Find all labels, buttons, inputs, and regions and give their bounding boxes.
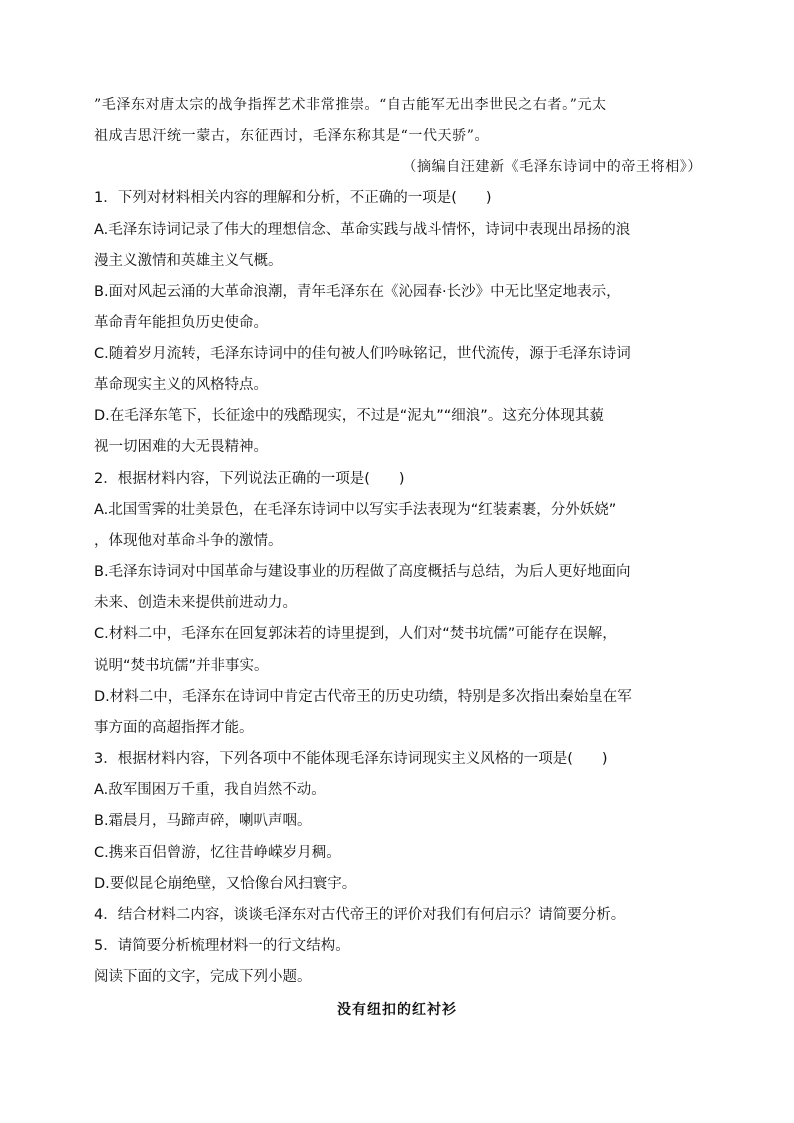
passage-line-1: ”毛泽东对唐太宗的战争指挥艺术非常推崇。“自古能军无出李世民之右者。”元太	[94, 97, 607, 113]
question-1-option-b-line-1: B.面对风起云涌的大革命浪潮，青年毛泽东在《沁园春·长沙》中无比坚定地表示，	[94, 284, 621, 300]
question-1-option-a-line-1: A.毛泽东诗词记录了伟大的理想信念、革命实践与战斗情怀，诗词中表现出昂扬的浪	[94, 222, 631, 238]
question-2-option-a-line-2: ，体现他对革命斗争的激情。	[94, 533, 283, 549]
question-1-option-a-line-2: 漫主义激情和英雄主义气概。	[94, 253, 283, 269]
question-1-option-c-line-2: 革命现实主义的风格特点。	[94, 377, 268, 393]
question-3-option-c: C.携来百侣曾游，忆往昔峥嵘岁月稠。	[94, 845, 341, 861]
question-5-stem: 5．请简要分析梳理材料一的行文结构。	[94, 938, 350, 954]
question-3-option-a: A.敌军围困万千重，我自岿然不动。	[94, 782, 326, 798]
question-1-option-c-line-1: C.随着岁月流转，毛泽东诗词中的佳句被人们吟咏铭记，世代流传，源于毛泽东诗词	[94, 346, 631, 362]
reading-instruction: 阅读下面的文字，完成下列小题。	[94, 969, 312, 985]
question-2-option-a-line-1: A.北国雪霁的壮美景色，在毛泽东诗词中以写实手法表现为“红装素裹，分外妖娆”	[94, 502, 617, 518]
question-3-option-d: D.要似昆仑崩绝壁，又恰像台风扫寰宇。	[94, 876, 357, 892]
question-2-option-b-line-2: 未来、创造未来提供前进动力。	[94, 595, 297, 611]
passage-line-2: 祖成吉思汗统一蒙古，东征西讨，毛泽东称其是“一代天骄”。	[94, 128, 490, 144]
question-3-stem: 3．根据材料内容，下列各项中不能体现毛泽东诗词现实主义风格的一项是( )	[94, 751, 608, 767]
question-2-option-c-line-1: C.材料二中，毛泽东在回复郭沫若的诗里提到，人们对“焚书坑儒”可能存在误解，	[94, 626, 617, 642]
question-1-option-b-line-2: 革命青年能担负历史使命。	[94, 315, 268, 331]
question-2-option-c-line-2: 说明“焚书坑儒”并非事实。	[94, 658, 269, 674]
question-1-option-d-line-2: 视一切困难的大无畏精神。	[94, 439, 268, 455]
question-2-option-b-line-1: B.毛泽东诗词对中国革命与建设事业的历程做了高度概括与总结，为后人更好地面向	[94, 564, 631, 580]
article-title: 没有纽扣的红衬衫	[337, 1002, 457, 1018]
question-2-stem: 2．根据材料内容，下列说法正确的一项是( )	[94, 471, 405, 487]
question-2-option-d-line-2: 事方面的高超指挥才能。	[94, 720, 254, 736]
question-1-stem: 1．下列对材料相关内容的理解和分析，不正确的一项是( )	[94, 190, 492, 206]
question-4-stem: 4．结合材料二内容，谈谈毛泽东对古代帝王的评价对我们有何启示？请简要分析。	[94, 907, 626, 923]
passage-source: （摘编自汪建新《毛泽东诗词中的帝王将相》）	[402, 159, 702, 175]
question-1-option-d-line-1: D.在毛泽东笔下，长征途中的残酷现实，不过是“泥丸”“细浪”。这充分体现其藐	[94, 408, 604, 424]
question-3-option-b: B.霜晨月，马蹄声碎，喇叭声咽。	[94, 813, 312, 829]
question-2-option-d-line-1: D.材料二中，毛泽东在诗词中肯定古代帝王的历史功绩，特别是多次指出秦始皇在军	[94, 689, 632, 705]
